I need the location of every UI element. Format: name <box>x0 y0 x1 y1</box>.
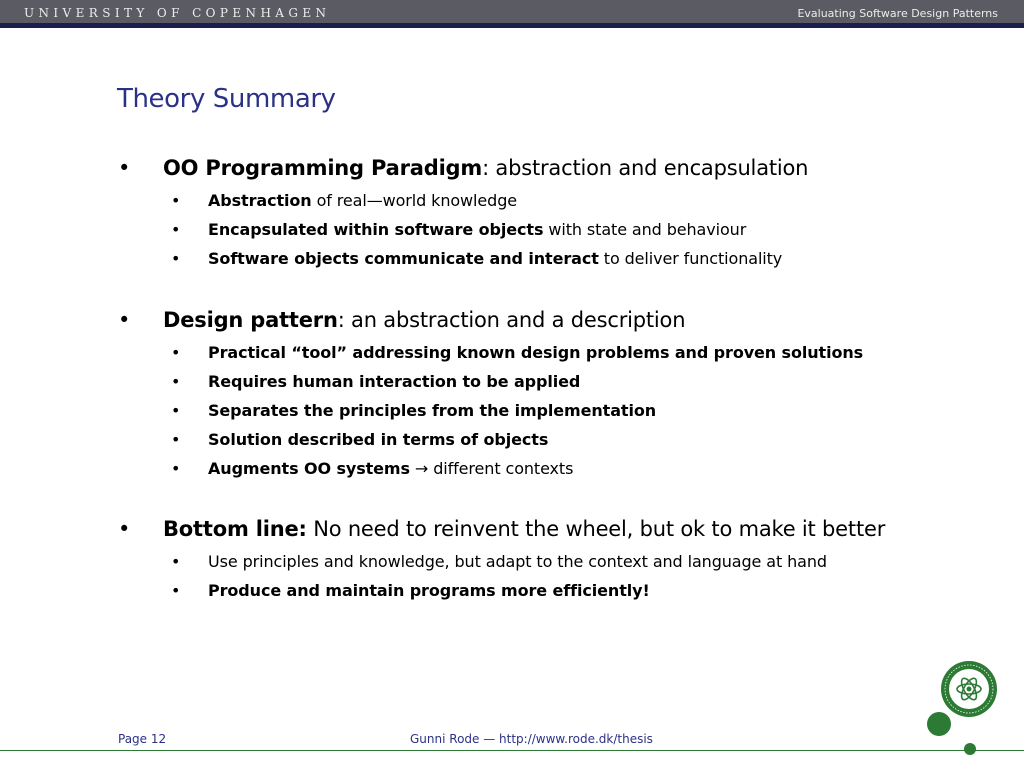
decorative-dot-small <box>964 743 976 755</box>
bullet-bold: Bottom line: <box>163 517 307 541</box>
sub-bullet-dot: • <box>171 430 181 449</box>
sub-bullet-dot: • <box>171 343 181 362</box>
university-name: UNIVERSITY OF COPENHAGEN <box>24 6 331 20</box>
bullet-dot: • <box>118 308 131 332</box>
footer-divider <box>0 750 1024 751</box>
header-underline <box>0 23 1024 28</box>
sub-bullet-bold: Separates the principles from the implementation <box>208 401 657 420</box>
sub-bullet-bold: Software objects communicate and interact <box>208 249 599 268</box>
sub-bullet-bold: Practical “tool” addressing known design problems and proven solutions <box>208 343 864 362</box>
bullet-bold: OO Programming Paradigm <box>163 156 483 180</box>
sub-bullet-dot: • <box>171 249 181 268</box>
bullet-text: No need to reinvent the wheel, but ok to make it better <box>306 517 886 541</box>
sub-bullet-text: of real—world knowledge <box>311 191 517 210</box>
sub-bullet-bold: Solution described in terms of objects <box>208 430 549 449</box>
slide-title: Theory Summary <box>117 84 336 114</box>
sub-bullet-text: to deliver functionality <box>598 249 783 268</box>
footer-author: Gunni Rode — http://www.rode.dk/thesis <box>410 732 653 746</box>
sub-bullet-bold: Abstraction <box>208 191 312 210</box>
sub-bullet-dot: • <box>171 220 181 239</box>
bullet-text: : abstraction and encapsulation <box>482 156 809 180</box>
bullet-bold: Design pattern <box>163 308 338 332</box>
talk-title: Evaluating Software Design Patterns <box>797 7 998 20</box>
sub-bullet-bold: Augments OO systems <box>208 459 410 478</box>
sub-bullet-bold: Produce and maintain programs more efficiently! <box>208 581 650 600</box>
sub-bullet-text: Use principles and knowledge, but adapt to the context and language at hand <box>208 552 827 571</box>
decorative-dot-large <box>927 712 951 736</box>
bullet-text: : an abstraction and a description <box>337 308 686 332</box>
sub-bullet-dot: • <box>171 581 181 600</box>
sub-bullet-dot: • <box>171 459 181 478</box>
sub-bullet-text: with state and behaviour <box>543 220 747 239</box>
bullet-dot: • <box>118 156 131 180</box>
sub-bullet-dot: • <box>171 372 181 391</box>
sub-bullet-bold: Requires human interaction to be applied <box>208 372 581 391</box>
university-seal-icon <box>940 660 998 718</box>
sub-bullet-text: → different contexts <box>409 459 574 478</box>
sub-bullet-bold: Encapsulated within software objects <box>208 220 544 239</box>
page-number: Page 12 <box>118 732 167 746</box>
sub-bullet-dot: • <box>171 401 181 420</box>
sub-bullet-dot: • <box>171 552 181 571</box>
sub-bullet-dot: • <box>171 191 181 210</box>
bullet-dot: • <box>118 517 131 541</box>
